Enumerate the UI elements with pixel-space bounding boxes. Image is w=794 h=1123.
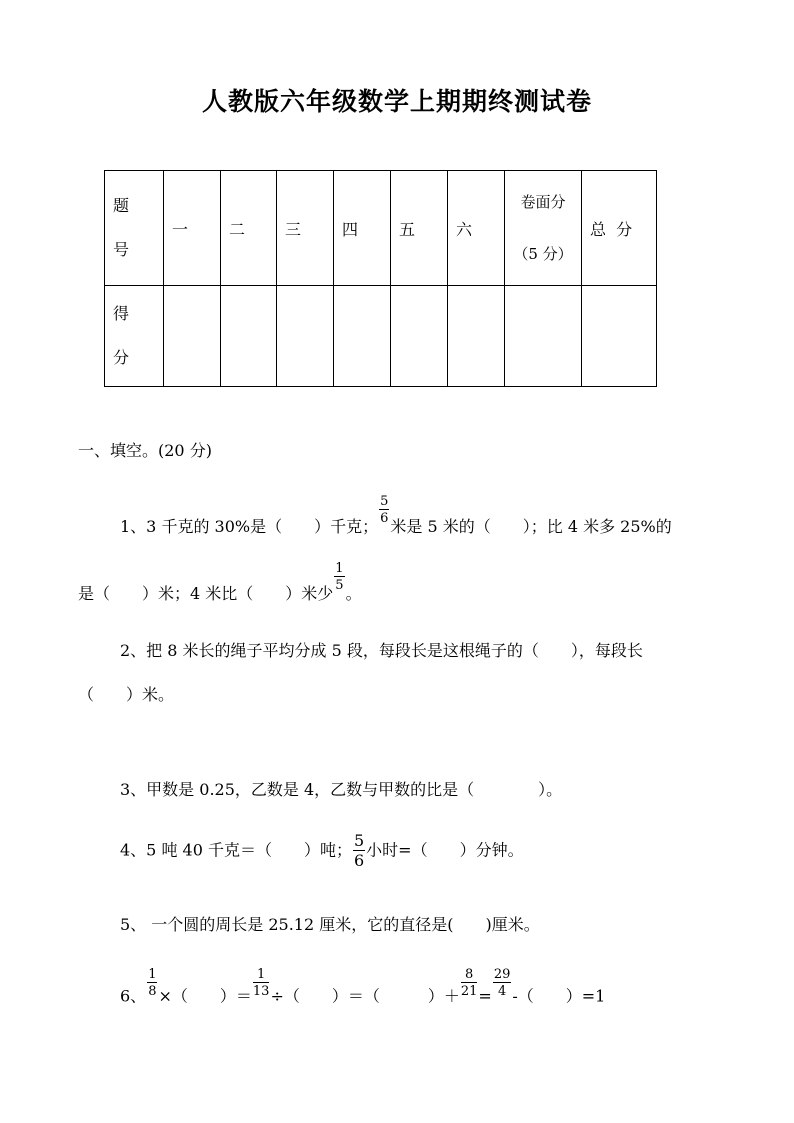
score-cell: [277, 286, 334, 387]
score-cell: [391, 286, 448, 387]
fraction: $\frac{1}{8}$: [148, 967, 157, 999]
juanmian-header: [505, 171, 582, 286]
fraction: $\frac{5}{6}$: [353, 831, 365, 870]
score-cell: [505, 286, 582, 387]
fraction: $\frac{29}{4}$: [493, 967, 511, 999]
column-header: 二: [221, 171, 277, 286]
q1-text-1: 1、3 千克的 30%是（ ）千克；: [120, 517, 379, 536]
page-title: 人教版六年级数学上期期终测试卷: [201, 87, 592, 116]
question-3: 3、甲数是 0.25，乙数是 4，乙数与甲数的比是（ ）。: [120, 780, 563, 799]
score-table: [104, 170, 657, 387]
total-header: 总 分: [582, 171, 657, 286]
q6-text-3: =: [478, 986, 492, 1006]
score-cell: [334, 286, 391, 387]
fraction: $\frac{8}{21}$: [460, 967, 478, 999]
question-2-line-2: （ ）米。: [78, 685, 175, 704]
score-table-header-row: [105, 171, 657, 286]
column-header: 一: [164, 171, 221, 286]
q4-text-2: 小时=（ ）分钟。: [366, 840, 524, 860]
score-cell: [582, 286, 657, 387]
q6-text-1: ×（ ）＝: [158, 986, 252, 1006]
header-label-1: 题: [113, 196, 130, 215]
juanmian-label: 卷面分: [520, 193, 566, 211]
q6-label: 6、: [120, 986, 147, 1006]
question-2-line-1: 2、把 8 米长的绳子平均分成 5 段，每段长是这根绳子的（ ），每段长: [120, 641, 643, 660]
question-5: 5、 一个圆的周长是 25.12 厘米，它的直径是( )厘米。: [120, 915, 540, 934]
q6-text-4: -（ ）=1: [512, 986, 606, 1006]
score-label-cell: [105, 286, 164, 387]
question-4: [120, 833, 524, 869]
header-label-cell: [105, 171, 164, 286]
score-cell: [448, 286, 505, 387]
score-cell: [164, 286, 221, 387]
score-table-score-row: [105, 286, 657, 387]
column-header: 六: [448, 171, 505, 286]
column-header: 四: [334, 171, 391, 286]
column-header: 三: [277, 171, 334, 286]
q1-text-2: 米是 5 米的（ ）；比 4 米多 25%的: [390, 517, 672, 536]
q6-text-2: ÷（ ）＝（ ）＋: [270, 986, 460, 1006]
q4-text-1: 4、5 吨 40 千克＝（ ）吨；: [120, 840, 352, 860]
fraction: $\frac{5}{6}$: [380, 494, 389, 526]
question-1-line-2: [78, 562, 362, 604]
column-header: 五: [391, 171, 448, 286]
q1-text-3: 是（ ）米；4 米比（ ）米少: [78, 584, 334, 603]
score-label-2: 分: [113, 348, 130, 367]
fraction: $\frac{1}{5}$: [335, 561, 344, 593]
question-1-line-1: [120, 495, 672, 537]
section-heading: 一、填空。(20 分): [78, 441, 212, 460]
q1-text-4: 。: [345, 584, 362, 603]
juanmian-points: （5 分）: [513, 245, 573, 263]
question-6: [120, 968, 605, 1007]
score-cell: [221, 286, 277, 387]
score-label-1: 得: [113, 304, 130, 323]
header-label-2: 号: [113, 240, 130, 259]
fraction: $\frac{1}{13}$: [252, 967, 270, 999]
